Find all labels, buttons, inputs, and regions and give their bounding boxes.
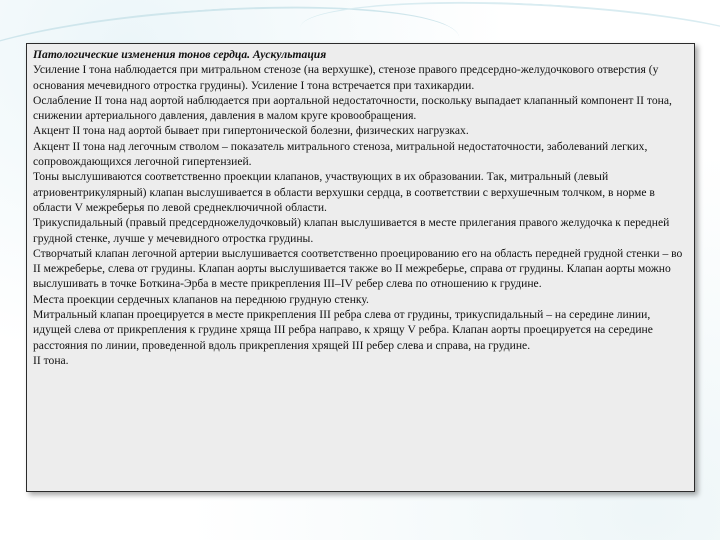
paragraph-second-tone: II тона. xyxy=(33,353,69,367)
slide-title: Патологические изменения тонов сердца. Аускультация xyxy=(33,48,327,61)
text-frame xyxy=(26,43,695,492)
paragraph-pulmonary-aortic-auscultation: Створчатый клапан легочной артерии выслушивается соответственно проецированию его на область передней грудной стенки – во II межреберье, слева от грудины. Клапан аорты выслушивается также во II межреберье, справа от грудины. Клапан аорты можно выслушивать в точке Боткина-Эрба в месте прикрепления III–IV ребер слева по отношению к грудине. xyxy=(33,246,683,291)
paragraph-tricuspid-auscultation: Трикуспидальный (правый предсердножелудочковый) клапан выслушивается в месте прилегания правого желудочка к передней грудной стенке, лучше у мечевидного отростка грудины. xyxy=(33,216,670,245)
paragraph-second-tone-weakening: Ослабление II тона над аортой наблюдается при аортальной недостаточности, поскольку выпадает клапанный компонент II тона, снижении артериального давления, давления в малом круге кровообращения. xyxy=(33,93,672,123)
paragraph-aortic-accent: Акцент II тона над аортой бывает при гипертонической болезни, физических нагрузках. xyxy=(33,124,469,138)
paragraph-mitral-auscultation: Тоны выслушиваются соответственно проекции клапанов, участвующих в их образовании. Так, митральный (левый атриовентрикулярный) клапан выслушивается в области верхушки сердца, в соответствии с верхушечным толчком, в норме в области V межреберья по левой среднеключичной области. xyxy=(33,170,655,214)
paragraph-first-tone-increase: Усиление I тона наблюдается при митральном стенозе (на верхушке), стенозе правого предсердно-желудочкового отверстия (у основания мечевидного отростка грудины). Усиление I тона встречается при тахикардии. xyxy=(33,63,659,92)
paragraph-valve-projections-heading: Места проекции сердечных клапанов на переднюю грудную стенку. xyxy=(33,292,369,306)
paragraph-valve-projections: Митральный клапан проецируется в месте прикрепления III ребра слева от грудины, трикуспидальный – на середине линии, идущей слева от прикрепления к грудине хряща III ребра направо, к хрящу V ребра. Клапан аорты проецируется на середине расстояния по линии, проведенной вдоль прикрепления хрящей III ребер слева и справа, на грудине. xyxy=(33,308,653,352)
paragraph-pulmonary-accent: Акцент II тона над легочным стволом – показатель митрального стеноза, митральной недостаточности, заболеваний легких, сопровождающихся легочной гипертензией. xyxy=(33,139,648,169)
